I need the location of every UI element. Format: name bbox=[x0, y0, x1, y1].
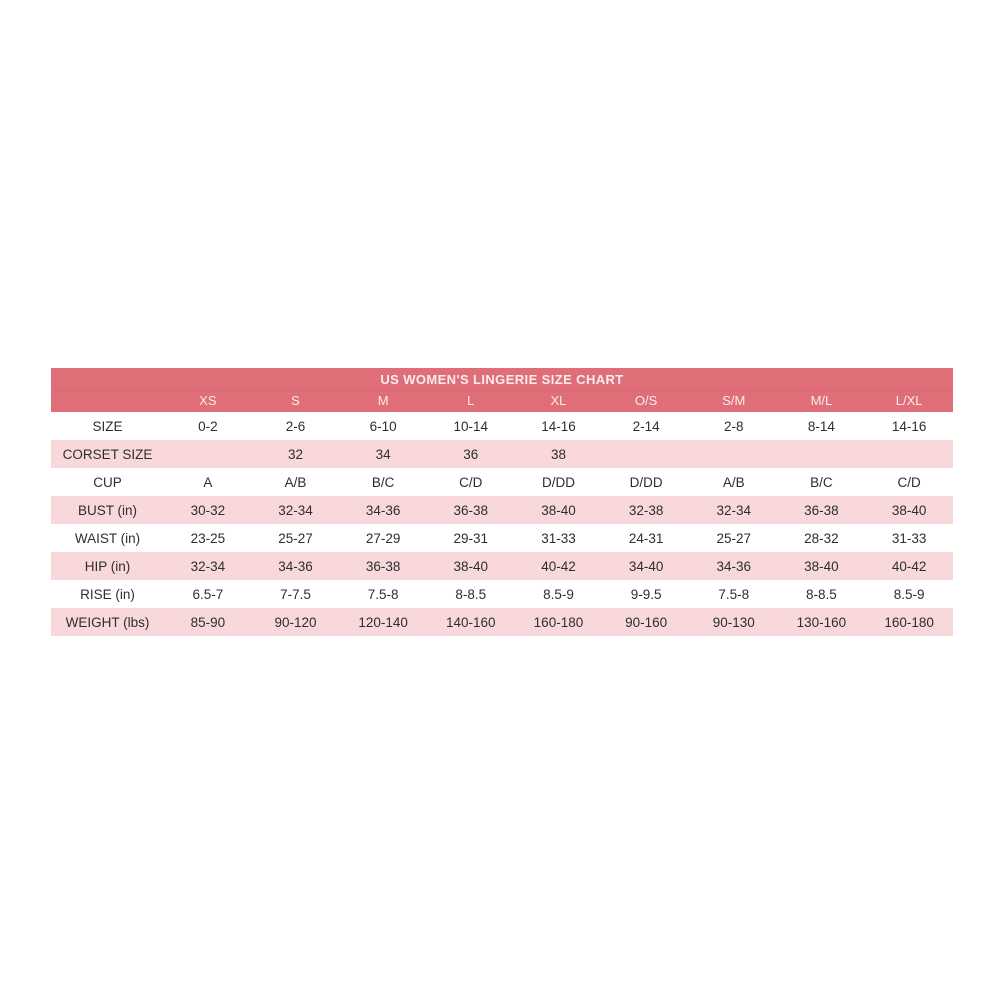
row-label: CORSET SIZE bbox=[62, 446, 153, 462]
data-cell: 9-9.5 bbox=[630, 586, 662, 602]
data-cell: 38 bbox=[550, 446, 566, 462]
data-cell: 2-14 bbox=[632, 418, 660, 434]
data-cell: 34-36 bbox=[716, 558, 752, 574]
data-cell: 32-38 bbox=[628, 502, 664, 518]
table-head bbox=[51, 368, 953, 412]
data-cell: A bbox=[203, 474, 213, 490]
column-header: M bbox=[339, 391, 427, 413]
data-cell: 38-40 bbox=[891, 502, 927, 518]
column-header: L bbox=[427, 391, 515, 413]
data-cell: 8-8.5 bbox=[455, 586, 487, 602]
data-cell: 140-160 bbox=[446, 614, 496, 630]
column-header: L/XL bbox=[865, 391, 953, 413]
column-header: M/L bbox=[778, 391, 866, 413]
data-cell: 40-42 bbox=[541, 558, 576, 574]
data-cell: 160-180 bbox=[533, 614, 584, 630]
row-label: WAIST (in) bbox=[74, 530, 141, 546]
row-label: SIZE bbox=[92, 418, 123, 434]
table-row bbox=[51, 496, 953, 524]
data-cell: 36-38 bbox=[365, 558, 401, 574]
data-cell: 2-8 bbox=[724, 418, 744, 434]
data-cell: 34-36 bbox=[278, 558, 313, 574]
data-cell: 0-2 bbox=[198, 418, 218, 434]
data-cell: C/D bbox=[897, 474, 921, 490]
data-cell bbox=[865, 440, 953, 468]
row-label: BUST (in) bbox=[77, 502, 137, 518]
data-cell: 160-180 bbox=[884, 614, 934, 630]
table-body bbox=[51, 412, 953, 636]
data-cell: 130-160 bbox=[796, 614, 847, 630]
data-cell: D/DD bbox=[629, 474, 663, 490]
data-cell: 38-40 bbox=[453, 558, 489, 574]
data-cell bbox=[602, 440, 690, 468]
table-row bbox=[51, 580, 953, 608]
data-cell: D/DD bbox=[541, 474, 575, 490]
table-row bbox=[51, 468, 953, 496]
data-cell: 6.5-7 bbox=[192, 586, 224, 602]
data-cell: 36 bbox=[463, 446, 479, 462]
title-row bbox=[51, 368, 953, 391]
data-cell bbox=[164, 440, 252, 468]
data-cell: 90-130 bbox=[712, 614, 755, 630]
data-cell: 8-8.5 bbox=[806, 586, 837, 602]
corner-cell bbox=[51, 391, 164, 413]
column-header: XS bbox=[164, 391, 252, 413]
column-header: S bbox=[252, 391, 340, 413]
data-cell: 32-34 bbox=[190, 558, 226, 574]
row-label: HIP (in) bbox=[84, 558, 131, 574]
column-header-row bbox=[51, 391, 953, 413]
table-row bbox=[51, 552, 953, 580]
data-cell: 32-34 bbox=[278, 502, 313, 518]
data-cell bbox=[778, 440, 866, 468]
data-cell: B/C bbox=[810, 474, 833, 490]
data-cell: 90-120 bbox=[274, 614, 317, 630]
table-title: US WOMEN'S LINGERIE SIZE CHART bbox=[51, 368, 953, 391]
data-cell: 34-40 bbox=[628, 558, 664, 574]
data-cell: 34-36 bbox=[365, 502, 401, 518]
data-cell: 10-14 bbox=[453, 418, 489, 434]
column-header: O/S bbox=[602, 391, 690, 413]
data-cell: 25-27 bbox=[716, 530, 752, 546]
data-cell: A/B bbox=[722, 474, 745, 490]
data-cell: 30-32 bbox=[190, 502, 226, 518]
data-cell: 7.5-8 bbox=[367, 586, 399, 602]
data-cell: 8-14 bbox=[807, 418, 835, 434]
data-cell: 40-42 bbox=[891, 558, 927, 574]
row-label: RISE (in) bbox=[80, 586, 135, 602]
data-cell: 34 bbox=[375, 446, 391, 462]
table-row bbox=[51, 524, 953, 552]
column-header: XL bbox=[515, 391, 603, 413]
data-cell: 23-25 bbox=[190, 530, 226, 546]
data-cell: 38-40 bbox=[804, 558, 839, 574]
data-cell: 36-38 bbox=[453, 502, 489, 518]
data-cell: A/B bbox=[284, 474, 307, 490]
table-row bbox=[51, 608, 953, 636]
data-cell: B/C bbox=[371, 474, 395, 490]
data-cell: 90-160 bbox=[625, 614, 668, 630]
data-cell: 29-31 bbox=[453, 530, 489, 546]
data-cell: 32 bbox=[287, 446, 303, 462]
column-header: S/M bbox=[690, 391, 778, 413]
data-cell: 25-27 bbox=[278, 530, 313, 546]
data-cell bbox=[690, 440, 778, 468]
data-cell: 31-33 bbox=[541, 530, 576, 546]
data-cell: 14-16 bbox=[541, 418, 576, 434]
data-cell: C/D bbox=[459, 474, 483, 490]
data-cell: 28-32 bbox=[804, 530, 839, 546]
data-cell: 14-16 bbox=[891, 418, 927, 434]
data-cell: 6-10 bbox=[369, 418, 397, 434]
size-chart-table bbox=[51, 368, 953, 636]
data-cell: 8.5-9 bbox=[543, 586, 574, 602]
data-cell: 31-33 bbox=[891, 530, 927, 546]
table-row bbox=[51, 440, 953, 468]
data-cell: 7-7.5 bbox=[280, 586, 311, 602]
data-cell: 2-6 bbox=[285, 418, 306, 434]
data-cell: 7.5-8 bbox=[718, 586, 750, 602]
data-cell: 120-140 bbox=[358, 614, 408, 630]
data-cell: 85-90 bbox=[190, 614, 226, 630]
data-cell: 27-29 bbox=[365, 530, 401, 546]
data-cell: 38-40 bbox=[541, 502, 576, 518]
data-cell: 8.5-9 bbox=[893, 586, 925, 602]
data-cell: 36-38 bbox=[804, 502, 839, 518]
row-label: WEIGHT (lbs) bbox=[65, 614, 150, 630]
data-cell: 32-34 bbox=[716, 502, 752, 518]
row-label: CUP bbox=[93, 474, 122, 490]
table-row bbox=[51, 412, 953, 440]
data-cell: 24-31 bbox=[628, 530, 664, 546]
